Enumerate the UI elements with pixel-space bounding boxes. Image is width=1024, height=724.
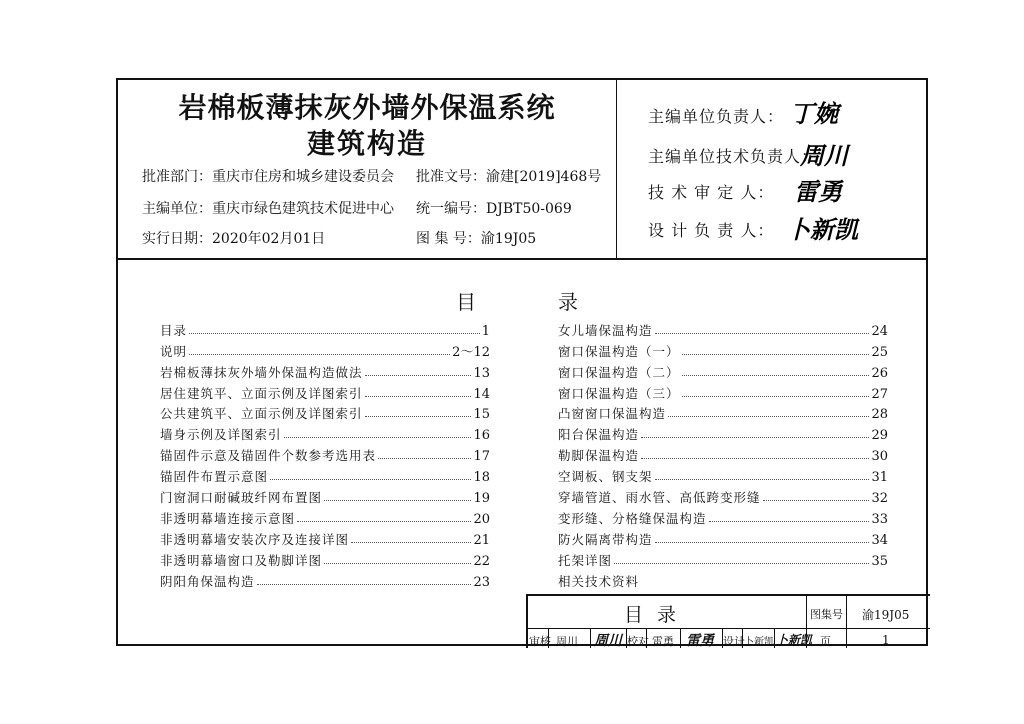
toc-item[interactable]: 岩棉板薄抹灰外墙外保温构造做法 13: [160, 364, 490, 381]
review-name: 周川: [556, 635, 578, 648]
toc-item[interactable]: 非透明幕墙连接示意图 20: [160, 510, 490, 527]
toc-item[interactable]: 变形缝、分格缝保温构造 33: [558, 510, 888, 527]
toc-item[interactable]: 墙身示例及详图索引 16: [160, 427, 490, 444]
signature-chief-unit: 丁婉: [790, 99, 838, 128]
title-line2: 建筑构造: [306, 127, 427, 160]
toc-item[interactable]: 居住建筑平、立面示例及详图索引 14: [160, 385, 490, 402]
check-signature: 雷勇: [686, 633, 714, 649]
check-name: 雷勇: [652, 635, 674, 648]
drawing-frame: [116, 78, 928, 649]
toc-item[interactable]: 空调板、钢支架 31: [558, 469, 888, 486]
toc-item[interactable]: 门窗洞口耐碱玻纤网布置图 19: [160, 490, 490, 507]
design-label: 设计: [723, 635, 745, 648]
atlas-number: 图 集 号：渝19J05: [416, 231, 537, 247]
role-tech-chief: 主编单位技术负责人：: [648, 147, 819, 166]
role-chief-unit: 主编单位负责人：: [648, 107, 785, 126]
toc-item[interactable]: 窗口保温构造（二） 26: [558, 364, 888, 381]
role-design-lead: 设 计 负 责 人：: [648, 221, 775, 240]
toc-item[interactable]: 托架详图 35: [558, 552, 888, 569]
approval-doc: 批准文号：渝建[2019]468号: [416, 169, 602, 185]
toc-item[interactable]: 相关技术资料: [558, 573, 640, 589]
signature-tech-chief: 周川: [800, 141, 848, 170]
page-number: 1: [882, 633, 890, 647]
title-block: [526, 594, 930, 648]
toc-title: 目 录: [456, 290, 578, 314]
review-signature: 周川: [594, 633, 622, 649]
page-label: 页: [820, 635, 831, 648]
toc-item[interactable]: 防火隔离带构造 34: [558, 531, 888, 548]
title-line1: 岩棉板薄抹灰外墙外保温系统: [178, 91, 556, 124]
title-block-atlas-no: 渝19J05: [862, 608, 910, 622]
atlas-label: 图集号: [810, 608, 843, 621]
review-label: 审核: [529, 635, 551, 648]
toc-item[interactable]: 公共建筑平、立面示例及详图索引 15: [160, 406, 490, 423]
toc-item[interactable]: 锚固件布置示意图 18: [160, 469, 490, 486]
title-block-title: 目录: [624, 604, 691, 626]
editor-unit: 主编单位：重庆市绿色建筑技术促进中心: [142, 201, 394, 217]
header-divider: [118, 258, 926, 260]
toc-item[interactable]: 锚固件示意及锚固件个数参考选用表 17: [160, 448, 490, 465]
signature-design-lead: 卜新凯: [786, 215, 858, 244]
unified-number: 统一编号：DJBT50-069: [416, 201, 572, 217]
toc-item[interactable]: 穿墙管道、雨水管、高低跨变形缝 32: [558, 490, 888, 507]
toc-item[interactable]: 勒脚保温构造 30: [558, 448, 888, 465]
toc-item[interactable]: 女儿墙保温构造 24: [558, 322, 888, 339]
toc-item[interactable]: 非透明幕墙窗口及勒脚详图 22: [160, 552, 490, 569]
toc-item[interactable]: 目录 1: [160, 322, 490, 339]
header-vertical-divider: [616, 80, 617, 258]
toc-item[interactable]: 阳台保温构造 29: [558, 427, 888, 444]
signature-reviewer: 雷勇: [794, 177, 842, 206]
approval-dept: 批准部门：重庆市住房和城乡建设委员会: [142, 169, 394, 185]
toc-left-column: [160, 318, 490, 590]
check-label: 校对: [627, 635, 649, 648]
toc-item[interactable]: 窗口保温构造（三） 27: [558, 385, 888, 402]
effective-date: 实行日期：2020年02月01日: [142, 231, 326, 247]
design-signature: 卜新凯: [776, 633, 813, 647]
toc-item[interactable]: 非透明幕墙安装次序及连接详图 21: [160, 531, 490, 548]
toc-right-column: [558, 318, 888, 590]
toc-item[interactable]: 说明 2～12: [160, 343, 490, 360]
design-name: 卜新凯: [744, 637, 774, 648]
toc-item[interactable]: 窗口保温构造（一） 25: [558, 343, 888, 360]
toc-item[interactable]: 凸窗窗口保温构造 28: [558, 406, 888, 423]
toc-item[interactable]: 阴阳角保温构造 23: [160, 573, 490, 590]
role-reviewer: 技 术 审 定 人：: [648, 183, 775, 202]
